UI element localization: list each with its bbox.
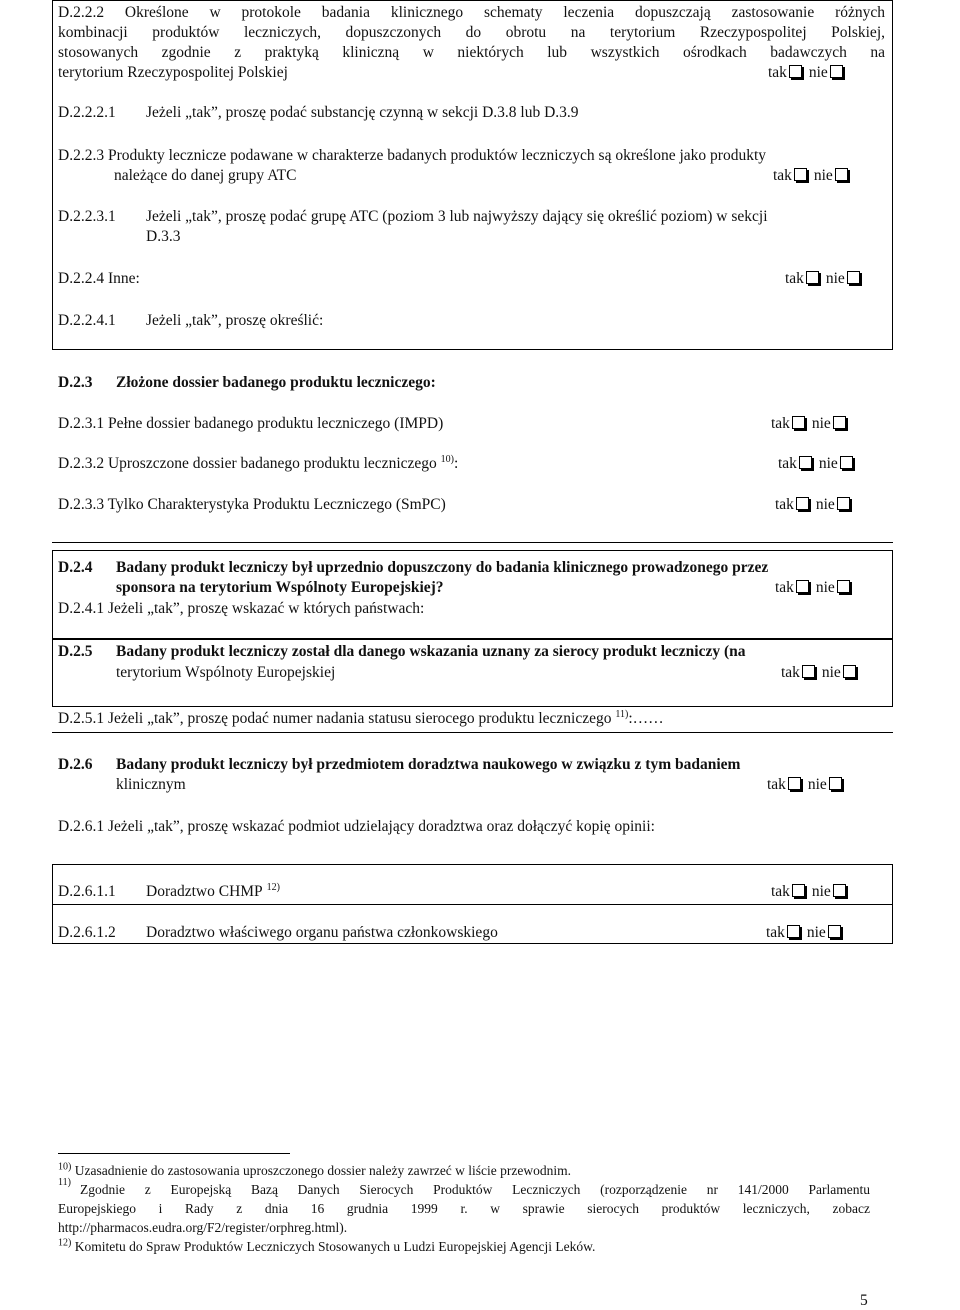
d2221-number: D.2.2.2.1 xyxy=(58,104,116,121)
d25-text-line2: terytorium Wspólnoty Europejskiej xyxy=(116,664,336,681)
d2612-yes-checkbox[interactable] xyxy=(787,925,800,938)
d233-text: D.2.3.3 Tylko Charakterystyka Produktu Leczniczego (SmPC) xyxy=(58,496,446,513)
d24-number: D.2.4 xyxy=(58,559,93,576)
d222-choice: tak nie xyxy=(768,64,846,82)
d2612-number: D.2.6.1.2 xyxy=(58,924,116,941)
d2241-number: D.2.2.4.1 xyxy=(58,312,116,329)
d222-yes-checkbox[interactable] xyxy=(789,65,802,78)
d224-no-checkbox[interactable] xyxy=(847,271,860,284)
d2612-choice: tak nie xyxy=(766,924,844,942)
d2612-no-checkbox[interactable] xyxy=(828,925,841,938)
d26-text-line2: klinicznym xyxy=(116,776,186,793)
d223-no-checkbox[interactable] xyxy=(835,168,848,181)
divider xyxy=(52,542,893,543)
d2221-text: Jeżeli „tak”, proszę podać substancję czynną w sekcji D.3.8 lub D.3.9 xyxy=(146,104,579,121)
d222-text-line2: kombinacji produktów leczniczych, dopuszczonych do obrotu na terytorium Rzeczypospolitej Polskiej, xyxy=(58,24,885,41)
d251-text: D.2.5.1 Jeżeli „tak”, proszę podać numer nadania statusu sierocego produktu leczniczego $^{11)}$:…… xyxy=(58,708,664,727)
d222-text-line3: stosowanych zgodnie z praktyką kliniczną w niektórych lub wszystkich ośrodkach badawczych na xyxy=(58,44,885,61)
d23-title: Złożone dossier badanego produktu leczniczego: xyxy=(116,374,436,391)
d2611-number: D.2.6.1.1 xyxy=(58,883,116,900)
d24-choice: tak nie xyxy=(775,579,853,597)
d222-no-checkbox[interactable] xyxy=(830,65,843,78)
d223-yes-checkbox[interactable] xyxy=(794,168,807,181)
footnote-12: $^{12)}$ Komitetu do Spraw Produktów Leczniczych Stosowanych u Ludzi Europejskiej Agencji Leków. xyxy=(58,1237,596,1254)
d25-yes-checkbox[interactable] xyxy=(802,665,815,678)
footnote-11-line3: http://pharmacos.eudra.org/F2/register/orphreg.html). xyxy=(58,1220,348,1235)
d223-text-line2: należące do danej grupy ATC xyxy=(114,167,297,184)
d26-yes-checkbox[interactable] xyxy=(788,777,801,790)
d233-no-checkbox[interactable] xyxy=(837,497,850,510)
d26-choice: tak nie xyxy=(767,776,845,794)
d261-text: D.2.6.1 Jeżeli „tak”, proszę wskazać podmiot udzielający doradztwa oraz dołączyć kopię opinii: xyxy=(58,818,655,835)
page-number: 5 xyxy=(860,1292,868,1309)
footnote-10: $^{10)}$ Uzasadnienie do zastosowania uproszczonego dossier należy zawrzeć w liście przewodnim. xyxy=(58,1161,572,1178)
d224-yes-checkbox[interactable] xyxy=(806,271,819,284)
d2231-text-line2: D.3.3 xyxy=(146,228,181,245)
d232-text: D.2.3.2 Uproszczone dossier badanego produktu leczniczego $^{10)}$: xyxy=(58,453,459,472)
d25-no-checkbox[interactable] xyxy=(843,665,856,678)
d24-yes-checkbox[interactable] xyxy=(796,580,809,593)
d2612-text: Doradztwo właściwego organu państwa członkowskiego xyxy=(146,924,498,941)
d25-choice: tak nie xyxy=(781,664,859,682)
footnote-separator xyxy=(58,1153,290,1154)
d2611-text: Doradztwo CHMP $^{12)}$ xyxy=(146,881,280,900)
divider xyxy=(52,732,893,733)
d224-choice: tak nie xyxy=(785,270,863,288)
d2611-choice: tak nie xyxy=(771,883,849,901)
d232-yes-checkbox[interactable] xyxy=(799,456,812,469)
d25-number: D.2.5 xyxy=(58,643,93,660)
d2611-yes-checkbox[interactable] xyxy=(792,884,805,897)
d223-text-line1: D.2.2.3 Produkty lecznicze podawane w charakterze badanych produktów leczniczych są określone jako produkty xyxy=(58,147,766,164)
d24-text-line2: sponsora na terytorium Wspólnoty Europejskiej? xyxy=(116,579,444,596)
d223-choice: tak nie xyxy=(773,167,851,185)
footnote-ref-10: 10) xyxy=(440,453,454,465)
d231-no-checkbox[interactable] xyxy=(833,416,846,429)
d231-yes-checkbox[interactable] xyxy=(792,416,805,429)
footnote-ref-11: 11) xyxy=(615,708,629,720)
d26-no-checkbox[interactable] xyxy=(829,777,842,790)
footnote-ref-12: 12) xyxy=(266,881,280,893)
d24-text-line1: Badany produkt leczniczy był uprzednio dopuszczony do badania klinicznego prowadzonego przez xyxy=(116,559,769,576)
footnote-11-line2: Europejskiego i Rady z dnia 16 grudnia 1999 r. w sprawie sierocych produktów leczniczych, zobacz xyxy=(58,1201,870,1216)
d24-no-checkbox[interactable] xyxy=(837,580,850,593)
d232-no-checkbox[interactable] xyxy=(840,456,853,469)
d231-text: D.2.3.1 Pełne dossier badanego produktu leczniczego (IMPD) xyxy=(58,415,444,432)
d2231-number: D.2.2.3.1 xyxy=(58,208,116,225)
d233-choice: tak nie xyxy=(775,496,853,514)
d2241-text: Jeżeli „tak”, proszę określić: xyxy=(146,312,324,329)
d241-text: D.2.4.1 Jeżeli „tak”, proszę wskazać w których państwach: xyxy=(58,600,425,617)
footnote-11-line1: 11) Zgodnie z Europejską Bazą Danych Sierocych Produktów Leczniczych (rozporządzenie nr 141/2000 Parlamentu xyxy=(58,1177,870,1197)
d26-number: D.2.6 xyxy=(58,756,93,773)
d231-choice: tak nie xyxy=(771,415,849,433)
d233-yes-checkbox[interactable] xyxy=(796,497,809,510)
d222-text-line1: D.2.2.2 Określone w protokole badania klinicznego schematy leczenia dopuszczają zastosowanie różnych xyxy=(58,4,885,21)
d26-text-line1: Badany produkt leczniczy był przedmiotem doradztwa naukowego w związku z tym badaniem xyxy=(116,756,741,773)
d2611-no-checkbox[interactable] xyxy=(833,884,846,897)
d2231-text-line1: Jeżeli „tak”, proszę podać grupę ATC (poziom 3 lub najwyższy dający się określić poziom) w sekcji xyxy=(146,208,768,225)
d224-label: D.2.2.4 Inne: xyxy=(58,270,140,287)
divider xyxy=(52,904,893,905)
d25-text-line1: Badany produkt leczniczy został dla danego wskazania uznany za sierocy produkt leczniczy (na xyxy=(116,643,746,660)
d232-choice: tak nie xyxy=(778,455,856,473)
d222-text-line4: terytorium Rzeczypospolitej Polskiej xyxy=(58,64,288,81)
d23-number: D.2.3 xyxy=(58,374,93,391)
